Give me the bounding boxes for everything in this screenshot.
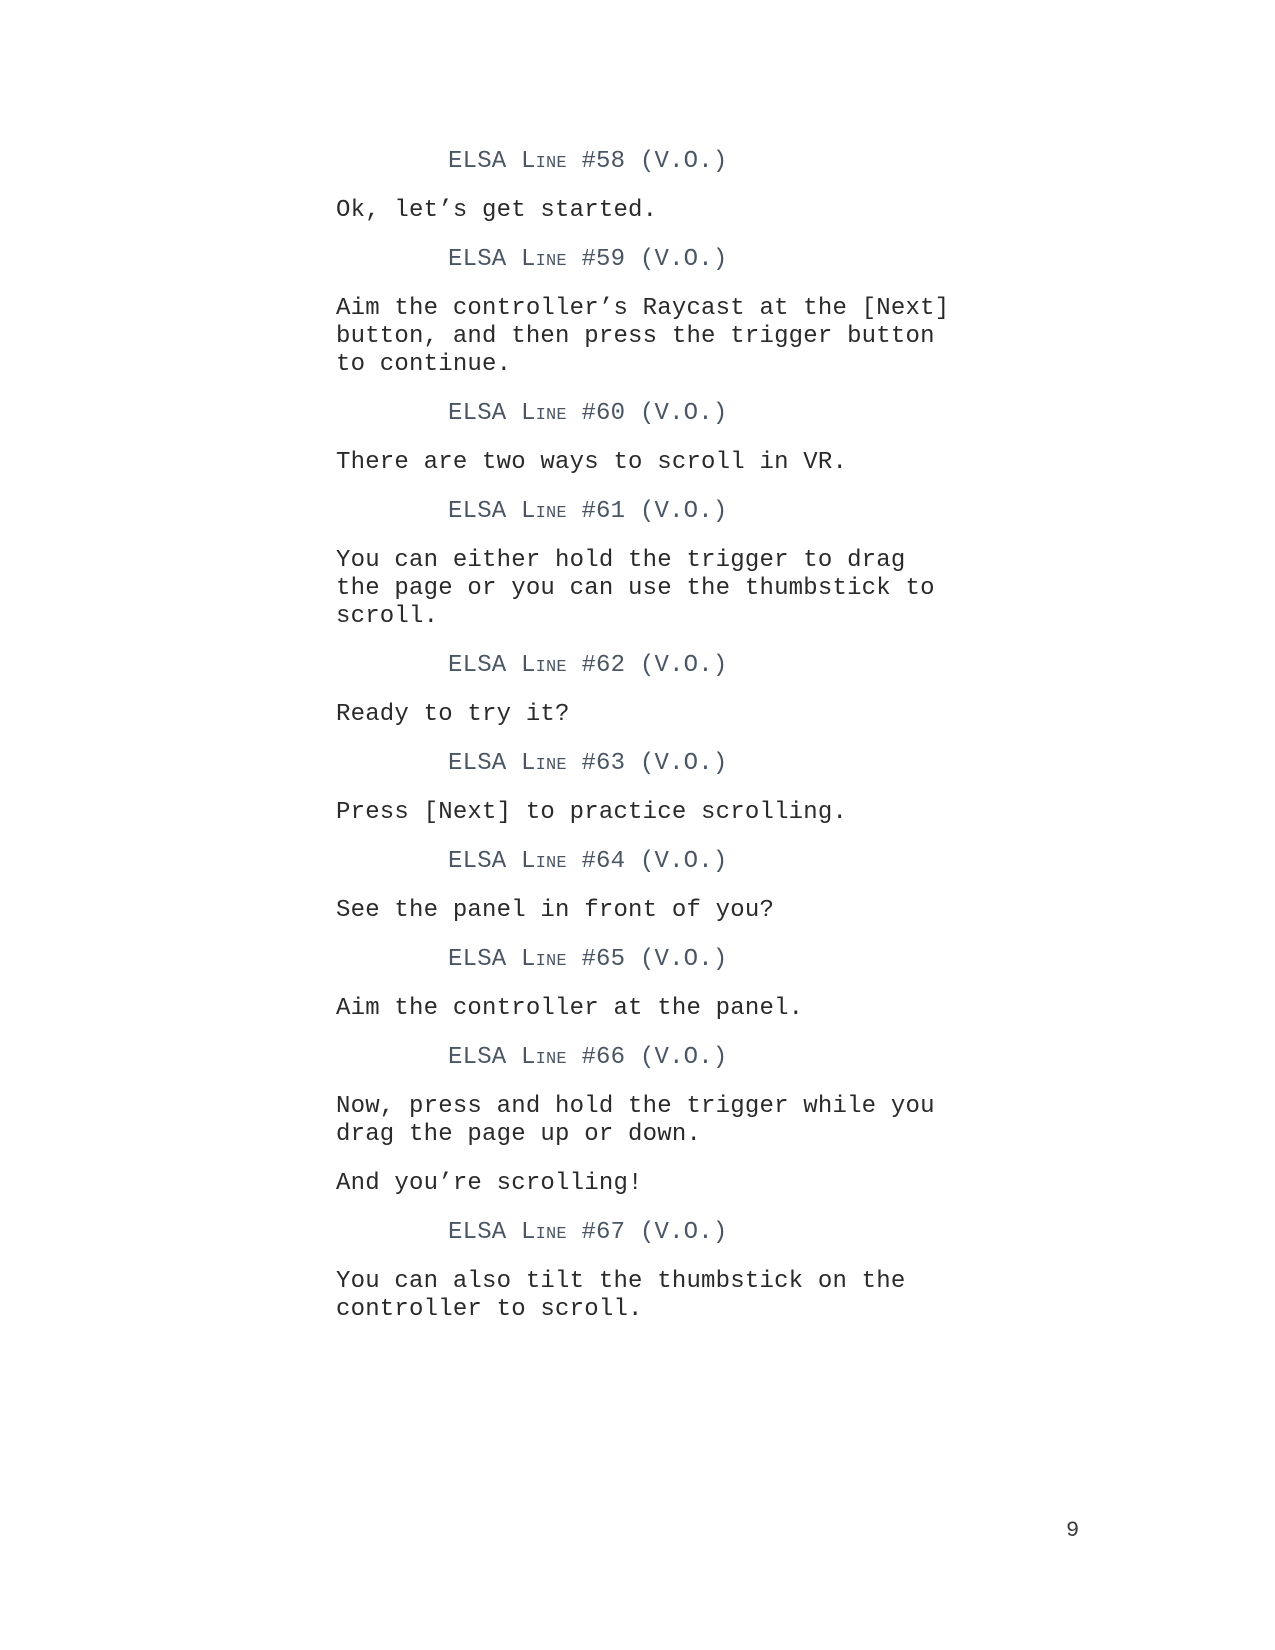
cue-label: Line (521, 400, 567, 427)
speaker-name: ELSA (448, 848, 507, 875)
dialogue-text: Ok, let’s get started. (336, 197, 658, 224)
line-number: #61 (581, 498, 626, 525)
dialogue-text: Aim the controller at the panel. (336, 995, 804, 1022)
character-cue (448, 148, 976, 176)
speaker-name: ELSA (448, 1219, 507, 1246)
line-number: #66 (581, 1044, 626, 1071)
line-number: #59 (581, 246, 626, 273)
speaker-name: ELSA (448, 750, 507, 777)
dialogue-text: You can also tilt the thumbstick on the controller to scroll. (336, 1268, 906, 1323)
character-cue (448, 750, 976, 778)
page-number: 9 (1066, 1518, 1080, 1543)
dialogue-entry (336, 750, 976, 827)
cue-label: Line (521, 498, 567, 525)
speaker-name: ELSA (448, 498, 507, 525)
dialogue-entry (336, 246, 976, 379)
cue-label: Line (521, 1219, 567, 1246)
voice-over-extension: (V.O.) (639, 246, 728, 273)
speaker-name: ELSA (448, 148, 507, 175)
line-number: #63 (581, 750, 626, 777)
speaker-name: ELSA (448, 246, 507, 273)
dialogue-text: And you’re scrolling! (336, 1170, 643, 1197)
dialogue-entry (336, 652, 976, 729)
line-number: #67 (581, 1219, 626, 1246)
voice-over-extension: (V.O.) (639, 498, 728, 525)
character-cue (448, 400, 976, 428)
character-cue (448, 1219, 976, 1247)
voice-over-extension: (V.O.) (639, 1044, 728, 1071)
character-cue (448, 498, 976, 526)
line-number: #58 (581, 148, 626, 175)
cue-label: Line (521, 652, 567, 679)
dialogue-text: See the panel in front of you? (336, 897, 775, 924)
speaker-name: ELSA (448, 946, 507, 973)
line-number: #65 (581, 946, 626, 973)
dialogue-entry (336, 148, 976, 225)
dialogue-entry (336, 1219, 976, 1324)
cue-label: Line (521, 848, 567, 875)
line-number: #64 (581, 848, 626, 875)
dialogue-entry (336, 498, 976, 631)
character-cue (448, 946, 976, 974)
voice-over-extension: (V.O.) (639, 946, 728, 973)
dialogue-entry (336, 400, 976, 477)
voice-over-extension: (V.O.) (639, 750, 728, 777)
dialogue-entry (336, 1044, 976, 1198)
speaker-name: ELSA (448, 1044, 507, 1071)
line-number: #60 (581, 400, 626, 427)
cue-label: Line (521, 148, 567, 175)
dialogue-entry (336, 848, 976, 925)
speaker-name: ELSA (448, 652, 507, 679)
line-number: #62 (581, 652, 626, 679)
dialogue-entry (336, 946, 976, 1023)
character-cue (448, 246, 976, 274)
dialogue-text: Aim the controller’s Raycast at the [Next] button, and then press the trigger button to continue. (336, 295, 950, 378)
cue-label: Line (521, 246, 567, 273)
dialogue-text: Press [Next] to practice scrolling. (336, 799, 848, 826)
dialogue-text: There are two ways to scroll in VR. (336, 449, 848, 476)
voice-over-extension: (V.O.) (639, 848, 728, 875)
character-cue (448, 652, 976, 680)
character-cue (448, 848, 976, 876)
cue-label: Line (521, 750, 567, 777)
speaker-name: ELSA (448, 400, 507, 427)
cue-label: Line (521, 1044, 567, 1071)
voice-over-extension: (V.O.) (639, 652, 728, 679)
dialogue-block (336, 148, 976, 1324)
cue-label: Line (521, 946, 567, 973)
dialogue-text: You can either hold the trigger to drag the page or you can use the thumbstick to scroll. (336, 547, 935, 630)
dialogue-text: Now, press and hold the trigger while you drag the page up or down. (336, 1093, 935, 1148)
voice-over-extension: (V.O.) (639, 148, 728, 175)
voice-over-extension: (V.O.) (639, 400, 728, 427)
voice-over-extension: (V.O.) (639, 1219, 728, 1246)
dialogue-text: Ready to try it? (336, 701, 570, 728)
character-cue (448, 1044, 976, 1072)
